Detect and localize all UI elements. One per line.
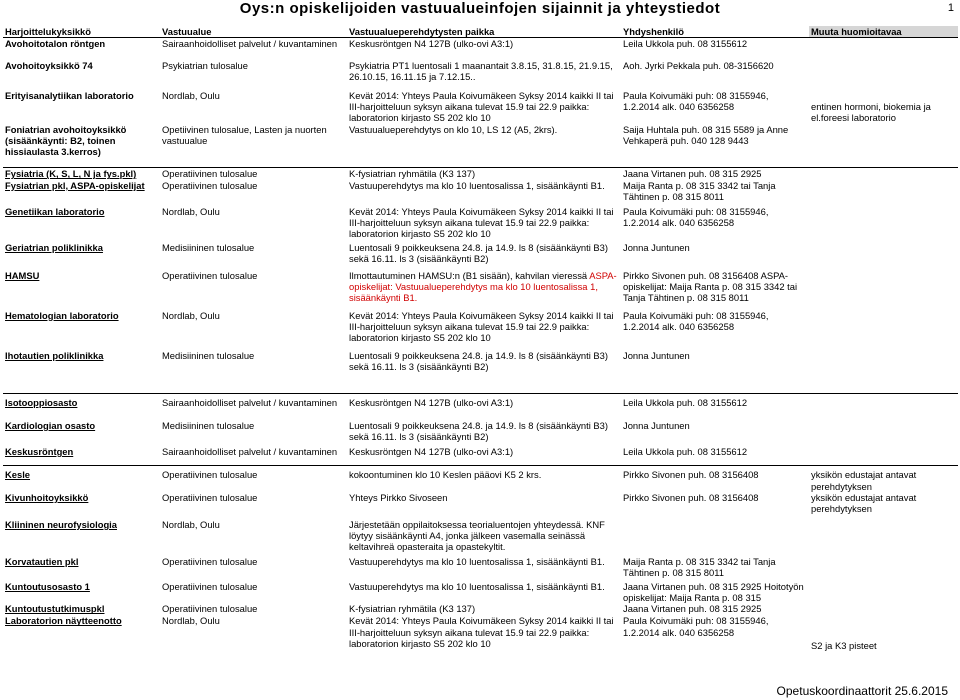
- unit-contact: Jonna Juntunen: [621, 350, 809, 394]
- unit-note: [809, 38, 958, 60]
- unit-place: Vastuuperehdytys ma klo 10 luentosalissa 1, sisäänkäynti B1.: [349, 555, 605, 567]
- table-row: [3, 168, 958, 180]
- table-row: [3, 420, 958, 446]
- unit-contact: Paula Koivumäki puh: 08 3155946, 1.2.2014 alk. 040 6356258: [623, 205, 769, 229]
- unit-name: Kardiologian osasto: [5, 419, 96, 431]
- unit-contact: Jonna Juntunen: [623, 241, 690, 253]
- unit-name: Ihotautien poliklinikka: [3, 350, 160, 394]
- unit-area: Medisiininen tulosalue: [160, 350, 347, 394]
- table-row: [3, 270, 958, 310]
- table-row: [3, 519, 958, 556]
- unit-place: Vastuuperehdytys ma klo 10 luentosalissa 1, sisäänkäynti B1.: [349, 179, 605, 191]
- unit-place: Järjestetään oppilaitoksessa teorialuentojen yhteydessä. KNF löytyy sisäänkäynti A4, jonka jälkeen vasemalla seinässä keltavihreä opasteraita ja opastekyltit.: [349, 518, 605, 553]
- unit-contact: Maija Ranta p. 08 315 3342 tai Tanja Tähtinen p. 08 315 8011: [623, 555, 776, 579]
- unit-name: Isotooppiosasto: [5, 397, 78, 409]
- unit-note: [809, 420, 958, 446]
- unit-area: Operatiivinen tulosalue: [162, 555, 258, 567]
- unit-place: Luentosali 9 poikkeuksena 24.8. ja 14.9. ls 8 (sisäänkäynti B3) sekä 16.11. ls 3 (sisäänkäynti B2): [349, 241, 609, 265]
- unit-contact: Pirkko Sivonen puh. 08 3156408: [623, 491, 759, 503]
- unit-name: Kliininen neurofysiologia: [5, 518, 117, 530]
- unit-place: K-fysiatrian ryhmätila (K3 137): [349, 168, 476, 180]
- table-row: [3, 60, 958, 90]
- unit-area: Medisiininen tulosalue: [162, 241, 255, 253]
- unit-area: Nordlab, Oulu: [162, 205, 220, 217]
- unit-contact: Aoh. Jyrki Pekkala puh. 08-3156620: [623, 59, 774, 71]
- unit-name: Foniatrian avohoitoyksikkö (sisäänkäynti: B2, toinen hissiaulasta 3.kerros): [3, 124, 160, 168]
- unit-area: Operatiivinen tulosalue: [162, 168, 258, 180]
- unit-area: Nordlab, Oulu: [162, 309, 220, 321]
- unit-area: Sairaanhoidolliset palvelut / kuvantaminen: [162, 38, 338, 50]
- table-row: [3, 466, 958, 492]
- header-notes: Muuta huomioitavaa: [809, 26, 958, 38]
- unit-contact: Jaana Virtanen puh. 08 315 2925: [623, 168, 762, 180]
- table-row: [3, 446, 958, 466]
- table-row: [3, 124, 958, 168]
- unit-place: Kevät 2014: Yhteys Paula Koivumäkeen Syksy 2014 kaikki II tai III-harjoitteluun syksyn aikana tulevat 15.9 tai 22.9 paikka: laboratorion kirjasto S5 202 klo 10: [349, 205, 614, 240]
- unit-name: Genetiikan laboratorio: [5, 205, 105, 217]
- unit-place: [347, 270, 621, 310]
- unit-place: Keskusröntgen N4 127B (ulko-ovi A3:1): [349, 397, 514, 409]
- unit-area: Nordlab, Oulu: [162, 518, 220, 530]
- unit-name: Fysiatrian pkl, ASPA-opiskelijat: [5, 179, 145, 191]
- unit-note: [809, 603, 958, 615]
- unit-area: Operatiivinen tulosalue: [162, 469, 258, 481]
- unit-area: Operatiivinen tulosalue: [162, 491, 258, 503]
- unit-contact: [621, 519, 809, 556]
- unit-note: [809, 180, 958, 206]
- unit-name: Keskusröntgen: [3, 446, 160, 466]
- unit-note: [809, 310, 958, 350]
- unit-contact: Paula Koivumäki puh: 08 3155946, 1.2.2014 alk. 040 6356258: [623, 89, 769, 113]
- unit-area: Operatiivinen tulosalue: [162, 269, 258, 281]
- table-row: [3, 603, 958, 615]
- unit-contact: Leila Ukkola puh. 08 3155612: [623, 397, 748, 409]
- unit-note: yksikön edustajat antavat perehdytyksen: [811, 491, 917, 515]
- unit-place: Keskusröntgen N4 127B (ulko-ovi A3:1): [347, 446, 621, 466]
- unit-contact: Paula Koivumäki puh: 08 3155946, 1.2.2014 alk. 040 6356258: [623, 615, 769, 638]
- unit-note: [809, 519, 958, 556]
- unit-name: Avohoitotalon röntgen: [5, 38, 106, 50]
- unit-name: HAMSU: [5, 269, 40, 281]
- table-row: [3, 581, 958, 604]
- table-row: [3, 492, 958, 519]
- unit-name: Kivunhoitoyksikkö: [5, 491, 89, 503]
- unit-place: K-fysiatrian ryhmätila (K3 137): [349, 603, 476, 615]
- unit-area: Operatiivinen tulosalue: [162, 580, 258, 592]
- unit-note: [809, 581, 958, 604]
- unit-name: Kuntoutusosasto 1: [5, 580, 90, 592]
- table-row: [3, 310, 958, 350]
- unit-note: entinen hormoni, biokemia ja el.foreesi laboratorio: [811, 100, 931, 124]
- unit-contact: Jaana Virtanen puh. 08 315 2925: [623, 603, 762, 615]
- unit-place: Luentosali 9 poikkeuksena 24.8. ja 14.9. ls 8 (sisäänkäynti B3) sekä 16.11. ls 3 (sisäänkäynti B2): [347, 350, 621, 394]
- unit-note: [809, 556, 958, 581]
- unit-area: Sairaanhoidolliset palvelut / kuvantaminen: [160, 446, 347, 466]
- table-row: [3, 350, 958, 394]
- unit-place: Keskusröntgen N4 127B (ulko-ovi A3:1): [349, 38, 514, 50]
- unit-area: Psykiatrian tulosalue: [162, 59, 248, 71]
- header-place: Vastuualueperehdytysten paikka: [347, 26, 621, 38]
- table-row: [3, 556, 958, 581]
- unit-contact: Jaana Virtanen puh. 08 315 2925 Hoitotyön opiskelijat: Maija Ranta p. 08 315: [623, 580, 804, 604]
- unit-note: [809, 242, 958, 270]
- unit-name: Korvatautien pkl: [5, 555, 79, 567]
- header-contact: Yhdyshenkilö: [621, 26, 809, 38]
- unit-contact: Saija Huhtala puh. 08 315 5589 ja Anne Vehkaperä puh. 040 128 9443: [621, 124, 809, 168]
- unit-name: Avohoitoyksikkö 74: [5, 59, 93, 71]
- unit-area: Opetiivinen tulosalue, Lasten ja nuorten vastuualue: [160, 124, 347, 168]
- unit-contact: Pirkko Sivonen puh. 08 3156408: [623, 469, 759, 481]
- header-unit: Harjoittelukyksikkö: [3, 26, 160, 38]
- unit-area: Operatiivinen tulosalue: [162, 603, 258, 615]
- unit-name: Hematologian laboratorio: [5, 309, 119, 321]
- unit-area: Nordlab, Oulu: [162, 615, 220, 627]
- unit-place: Yhteys Pirkko Sivoseen: [349, 491, 448, 503]
- unit-name: Kesle: [5, 469, 31, 481]
- table-row: [3, 38, 958, 60]
- document-title: Oys:n opiskelijoiden vastuualueinfojen sijainnit ja yhteystiedot: [239, 0, 721, 17]
- unit-area: Medisiininen tulosalue: [162, 419, 255, 431]
- unit-place: Vastuuperehdytys ma klo 10 luentosalissa 1, sisäänkäynti B1.: [349, 580, 605, 592]
- table-row: [3, 242, 958, 270]
- unit-place: Kevät 2014: Yhteys Paula Koivumäkeen Syksy 2014 kaikki II tai III-harjoitteluun syksyn aikana tulevat 15.9 tai 22.9 paikka: laboratorion kirjasto S5 202 klo 10: [349, 615, 614, 650]
- unit-name: Kuntoutustutkimuspkl: [5, 603, 105, 615]
- table-row: [3, 615, 958, 651]
- table-row: [3, 90, 958, 124]
- unit-contact: Paula Koivumäki puh: 08 3155946, 1.2.2014 alk. 040 6356258: [623, 309, 769, 333]
- unit-place: kokoontuminen klo 10 Keslen pääovi K5 2 krs.: [349, 469, 542, 481]
- unit-name: Laboratorion näytteenotto: [5, 615, 122, 627]
- unit-contact: Pirkko Sivonen puh. 08 3156408 ASPA-opiskelijat: Maija Ranta p. 08 315 3342 tai Tanja Tähtinen p. 08 315 8011: [623, 269, 798, 304]
- unit-place: Vastuualueperehdytys on klo 10, LS 12 (A5, 2krs).: [347, 124, 621, 168]
- unit-area: Nordlab, Oulu: [162, 89, 220, 101]
- unit-note: [809, 446, 958, 466]
- unit-contact: Maija Ranta p. 08 315 3342 tai Tanja Tähtinen p. 08 315 8011: [623, 179, 776, 203]
- contacts-table: [3, 26, 958, 651]
- unit-note: [809, 270, 958, 310]
- unit-note: [809, 168, 958, 180]
- unit-contact: Leila Ukkola puh. 08 3155612: [623, 38, 748, 50]
- page-footer: Opetuskoordinaattorit 25.6.2015: [776, 684, 948, 698]
- table-row: [3, 394, 958, 420]
- table-header-row: [3, 26, 958, 38]
- header-area: Vastuualue: [160, 26, 347, 38]
- place-text: Ilmottautuminen HAMSU:n (B1 sisään), kahvilan vieressä: [349, 269, 588, 281]
- unit-note: S2 ja K3 pisteet: [811, 640, 877, 652]
- unit-note: [809, 206, 958, 242]
- unit-note: [809, 394, 958, 420]
- unit-area: Sairaanhoidolliset palvelut / kuvantaminen: [162, 397, 338, 409]
- unit-place: Luentosali 9 poikkeuksena 24.8. ja 14.9. ls 8 (sisäänkäynti B3) sekä 16.11. ls 3 (sisäänkäynti B2): [349, 419, 609, 443]
- unit-place: Kevät 2014: Yhteys Paula Koivumäkeen Syksy 2014 kaikki II tai III-harjoitteluun syksyn aikana tulevat 15.9 tai 22.9 paikka: laboratorion kirjasto S5 202 klo 10: [349, 89, 614, 124]
- unit-note: [809, 60, 958, 90]
- unit-area: Operatiivinen tulosalue: [162, 179, 258, 191]
- unit-note: yksikön edustajat antavat perehdytyksen: [811, 469, 917, 492]
- unit-name: Geriatrian poliklinikka: [5, 241, 103, 253]
- table-row: [3, 180, 958, 206]
- unit-place: Psykiatria PT1 luentosali 1 maanantait 3.8.15, 31.8.15, 21.9.15, 26.10.15, 16.11.15 ja 7.12.15..: [349, 59, 613, 83]
- unit-place: Kevät 2014: Yhteys Paula Koivumäkeen Syksy 2014 kaikki II tai III-harjoitteluun syksyn aikana tulevat 15.9 tai 22.9 paikka: laboratorion kirjasto S5 202 klo 10: [349, 309, 614, 344]
- unit-name: Fysiatria (K, S, L, N ja fys.pkl): [5, 168, 137, 180]
- unit-name: Erityisanalytiikan laboratorio: [5, 89, 134, 101]
- unit-contact: Leila Ukkola puh. 08 3155612: [621, 446, 809, 466]
- unit-note: [809, 350, 958, 394]
- unit-note: [809, 124, 958, 168]
- place-red-text: ASPA-opiskelijat: Vastuualueperehdytys ma klo 10 luentosalissa 1, sisäänkäynti B1.: [349, 269, 617, 304]
- page-number: 1: [947, 2, 954, 14]
- unit-contact: Jonna Juntunen: [623, 419, 690, 431]
- table-row: [3, 206, 958, 242]
